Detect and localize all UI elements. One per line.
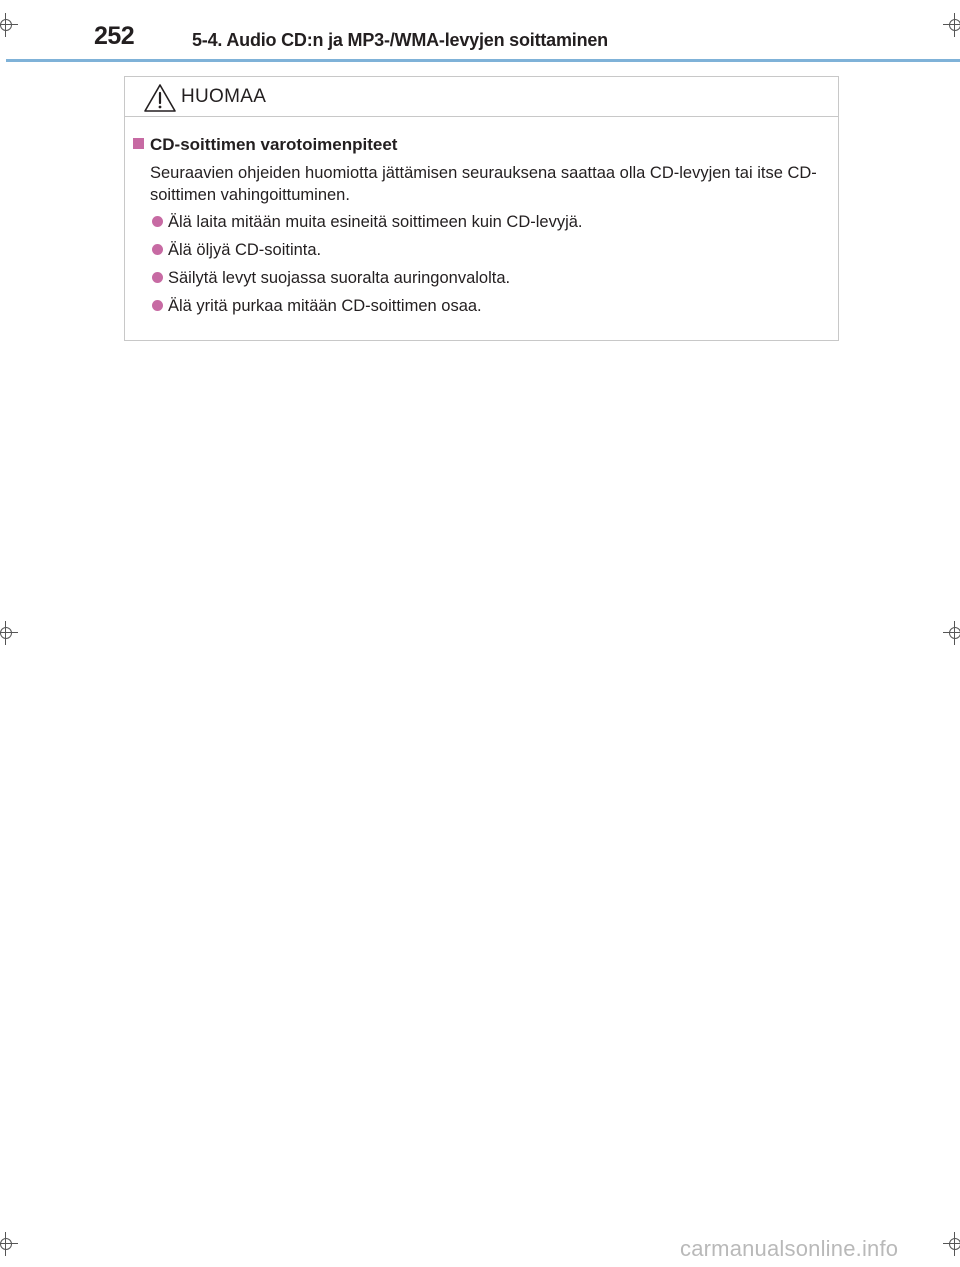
crop-mark-icon: [0, 13, 18, 37]
list-item-text: Säilytä levyt suojassa suoralta auringonvalolta.: [168, 269, 511, 287]
notice-intro: Seuraavien ohjeiden huomiotta jättämisen seurauksena saattaa olla CD-levyjen tai itse CD-soittimen vahingoittuminen.: [150, 164, 817, 204]
warning-icon: [143, 83, 177, 113]
list-item: [152, 267, 832, 295]
list-item-text: Älä yritä purkaa mitään CD-soittimen osaa.: [168, 297, 482, 315]
page-header: [0, 0, 960, 64]
crop-mark-icon: [0, 1232, 18, 1256]
list-item: [152, 211, 832, 239]
crop-mark-icon: [943, 1232, 960, 1256]
notice-subheading: [133, 135, 397, 155]
list-item: [152, 295, 832, 323]
subheading-text: CD-soittimen varotoimenpiteet: [150, 135, 398, 154]
header-rule: [6, 59, 960, 62]
section-title: 5-4. Audio CD:n ja MP3-/WMA-levyjen soittaminen: [192, 30, 608, 50]
crop-mark-icon: [943, 13, 960, 37]
notice-header: [125, 77, 838, 117]
dot-bullet-icon: [152, 216, 163, 227]
page-number: 252: [94, 22, 135, 50]
watermark: carmanualsonline.info: [680, 1236, 899, 1261]
list-item: [152, 239, 832, 267]
precaution-list: [152, 211, 832, 323]
dot-bullet-icon: [152, 244, 163, 255]
crop-mark-icon: [943, 621, 960, 645]
crop-mark-icon: [0, 621, 18, 645]
notice-label: HUOMAA: [181, 86, 267, 107]
notice-box: [124, 76, 839, 341]
square-bullet-icon: [133, 138, 144, 149]
dot-bullet-icon: [152, 272, 163, 283]
dot-bullet-icon: [152, 300, 163, 311]
list-item-text: Älä laita mitään muita esineitä soittimeen kuin CD-levyjä.: [168, 213, 583, 231]
list-item-text: Älä öljyä CD-soitinta.: [168, 241, 322, 259]
